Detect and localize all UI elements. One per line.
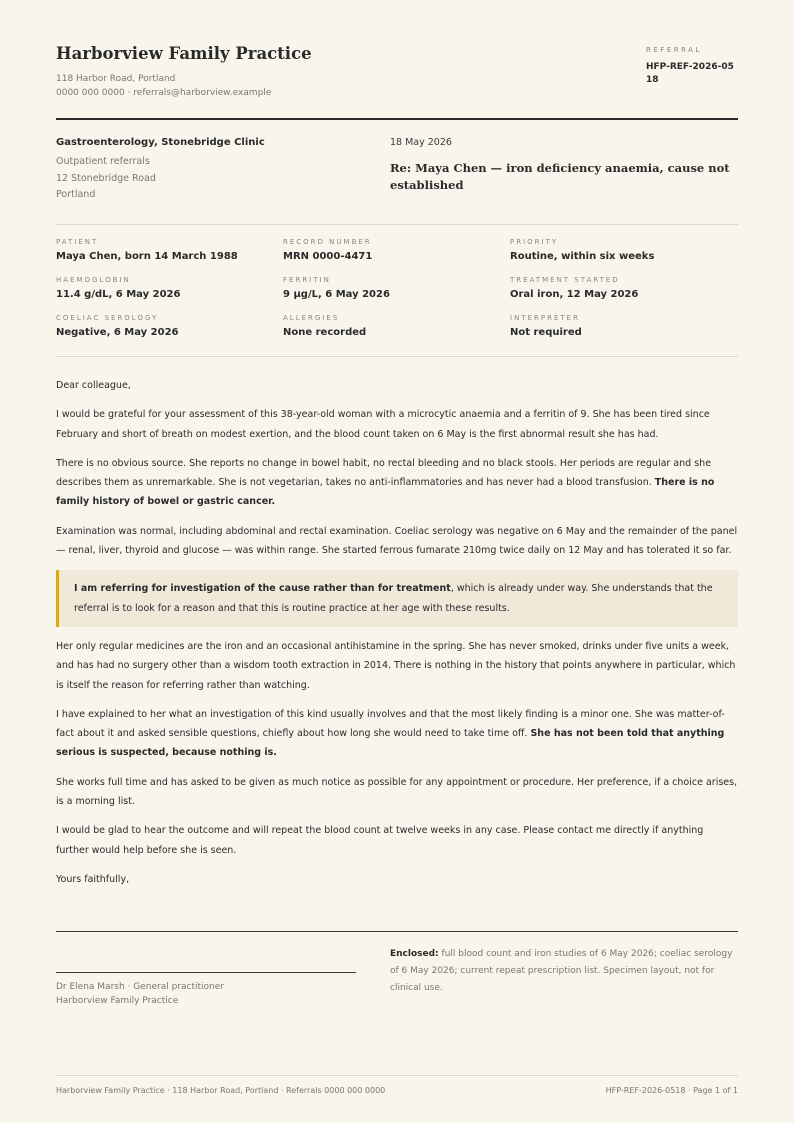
info-label: COELIAC SEROLOGY bbox=[56, 314, 159, 322]
recipient-line: Portland bbox=[56, 189, 96, 200]
info-label: RECORD NUMBER bbox=[283, 238, 372, 246]
info-label: PRIORITY bbox=[510, 238, 559, 246]
recipient-address bbox=[56, 137, 356, 204]
info-value: Oral iron, 12 May 2026 bbox=[510, 289, 639, 300]
info-cell bbox=[56, 276, 276, 300]
signatory-name: Dr Elena Marsh · General practitioner bbox=[56, 982, 224, 992]
info-cell bbox=[283, 276, 503, 300]
letter-subject: Re: Maya Chen — iron deficiency anaemia, cause not established bbox=[390, 161, 730, 192]
info-value: None recorded bbox=[283, 327, 367, 338]
info-value: Not required bbox=[510, 327, 582, 338]
info-value: MRN 0000-4471 bbox=[283, 251, 373, 262]
info-cell bbox=[510, 238, 730, 262]
info-label: ALLERGIES bbox=[283, 314, 340, 322]
body-paragraph: I would be grateful for your assessment of this 38-year-old woman with a microcytic anaemia and a ferritin of 9. She has been tired since February and short of breath on modest exertion, and the blood count taken on 6 May is the first abnormal result she has had. bbox=[56, 409, 710, 440]
signature-line bbox=[56, 972, 356, 973]
info-label: INTERPRETER bbox=[510, 314, 580, 322]
body-paragraph bbox=[56, 454, 738, 512]
callout-rest: , which is already under way. She understands that the referral is to look for a reason and that this is routine practice at her age with these results. bbox=[74, 583, 713, 614]
callout-text bbox=[74, 579, 722, 618]
info-cell bbox=[283, 238, 503, 262]
divider bbox=[56, 356, 738, 357]
paragraph-emphasis: There is no family history of bowel or gastric cancer. bbox=[56, 477, 715, 508]
enclosures-note bbox=[390, 946, 738, 997]
body-paragraph: Examination was normal, including abdominal and rectal examination. Coeliac serology was negative on 6 May and the remainder of the panel — renal, liver, thyroid and glucose — was within range. She started ferrous fumarate 210mg twice daily on 12 May and has tolerated it so far. bbox=[56, 525, 738, 557]
body-paragraph: She works full time and has asked to be given as much notice as possible for any appointment or procedure. Her preference, if a choice arises, is a morning list. bbox=[56, 776, 738, 808]
footer-address: Harborview Family Practice · 118 Harbor Road, Portland · Referrals 0000 000 0000 bbox=[56, 1086, 386, 1095]
paragraph-text: I have explained to her what an investigation of this kind usually involves and that the most likely finding is a minor one. She was matter-of-fact about it and asked sensible questions, chiefly about how long she would need to take time off. bbox=[56, 708, 725, 740]
recipient-line: Outpatient referrals bbox=[56, 156, 150, 167]
referral-letter bbox=[56, 0, 738, 1123]
body-paragraph: I would be glad to hear the outcome and will repeat the blood count at twelve weeks in any case. Please contact me directly if anything further would help before she is seen. bbox=[56, 825, 704, 856]
info-value: 11.4 g/dL, 6 May 2026 bbox=[56, 289, 181, 300]
salutation: Dear colleague, bbox=[56, 380, 131, 391]
info-label: PATIENT bbox=[56, 238, 99, 246]
enclosed-text: full blood count and iron studies of 6 May 2026; coeliac serology of 6 May 2026; current repeat prescription list. Specimen layout, not for clinical use. bbox=[390, 949, 733, 993]
divider bbox=[56, 931, 738, 932]
practice-contact: 0000 000 0000 · referrals@harborview.example bbox=[56, 88, 272, 98]
divider bbox=[56, 224, 738, 225]
closing: Yours faithfully, bbox=[56, 873, 130, 885]
practice-address: 118 Harbor Road, Portland bbox=[56, 74, 176, 84]
letter-date: 18 May 2026 bbox=[390, 137, 452, 148]
enclosed-label: Enclosed: bbox=[390, 949, 439, 959]
info-value: Routine, within six weeks bbox=[510, 251, 655, 262]
signatory bbox=[56, 980, 224, 1008]
info-label: HAEMOGLOBIN bbox=[56, 276, 131, 284]
footer-divider bbox=[56, 1075, 738, 1076]
info-label: FERRITIN bbox=[283, 276, 331, 284]
callout-emphasis: I am referring for investigation of the cause rather than for treatment bbox=[74, 583, 451, 595]
info-cell bbox=[510, 276, 730, 300]
referral-label: REFERRAL bbox=[646, 46, 702, 54]
paragraph-text: There is no obvious source. She reports no change in bowel habit, no rectal bleeding and no black stools. Her periods are regular and she describes them as unremarkable. She is not vegetarian, takes no anti-inflammatories and has never had a blood transfusion. bbox=[56, 457, 712, 489]
info-cell bbox=[56, 314, 276, 338]
highlight-callout bbox=[56, 570, 738, 627]
signatory-practice: Harborview Family Practice bbox=[56, 996, 179, 1006]
paragraph-emphasis: She has not been told that anything serious is suspected, because nothing is. bbox=[56, 728, 725, 759]
recipient-name: Gastroenterology, Stonebridge Clinic bbox=[56, 137, 265, 148]
letterhead bbox=[56, 44, 738, 120]
footer-page-info: HFP-REF-2026-0518 · Page 1 of 1 bbox=[605, 1086, 738, 1095]
body-paragraph: Her only regular medicines are the iron and an occasional antihistamine in the spring. She has never smoked, drinks under five units a week, and has had no surgery other than a wisdom tooth extraction in 2014. There is nothing in the history that points anywhere in particular, which is itself the reason for referring rather than watching. bbox=[56, 640, 736, 691]
body-paragraph bbox=[56, 705, 738, 763]
info-value: Maya Chen, born 14 March 1988 bbox=[56, 251, 238, 262]
practice-name: Harborview Family Practice bbox=[56, 44, 312, 63]
recipient-line: 12 Stonebridge Road bbox=[56, 172, 156, 184]
info-value: Negative, 6 May 2026 bbox=[56, 327, 179, 338]
referral-number: HFP-REF-2026-0518 bbox=[646, 62, 734, 85]
patient-summary-grid bbox=[56, 238, 738, 348]
info-value: 9 µg/L, 6 May 2026 bbox=[283, 289, 390, 300]
info-label: TREATMENT STARTED bbox=[510, 276, 620, 284]
info-cell bbox=[283, 314, 503, 338]
info-cell bbox=[56, 238, 276, 262]
info-cell bbox=[510, 314, 730, 338]
letter-body bbox=[56, 376, 738, 899]
